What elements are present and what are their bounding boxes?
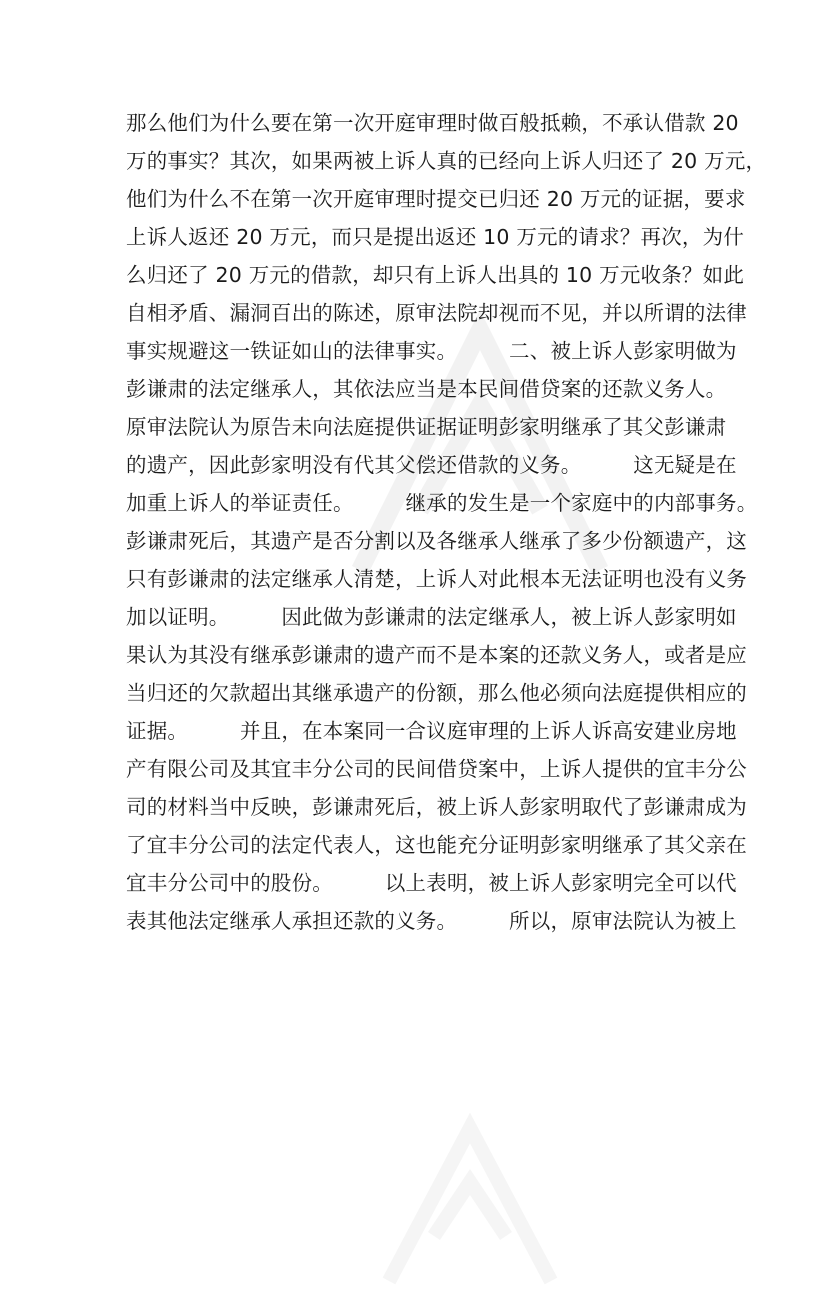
- text-line: 万的事实？其次，如果两被上诉人真的已经向上诉人归还了 20 万元，: [126, 149, 767, 173]
- text-line: 的遗产，因此彭家明没有代其父偿还借款的义务。 这无疑是在: [126, 453, 737, 477]
- text-line: 彭谦肃死后，其遗产是否分割以及各继承人继承了多少份额遗产，这: [126, 529, 747, 553]
- text-line: 司的材料当中反映，彭谦肃死后，被上诉人彭家明取代了彭谦肃成为: [126, 795, 747, 819]
- text-line: 果认为其没有继承彭谦肃的遗产而不是本案的还款义务人，或者是应: [126, 643, 747, 667]
- text-line: 产有限公司及其宜丰分公司的民间借贷案中，上诉人提供的宜丰分公: [126, 757, 747, 781]
- text-line: 彭谦肃的法定继承人，其依法应当是本民间借贷案的还款义务人。: [126, 377, 727, 401]
- text-line: 表其他法定继承人承担还款的义务。 所以，原审法院认为被上: [126, 909, 737, 933]
- text-line: 他们为什么不在第一次开庭审理时提交已归还 20 万元的证据，要求: [126, 187, 746, 211]
- text-line: 了宜丰分公司的法定代表人，这也能充分证明彭家明继承了其父亲在: [126, 833, 747, 857]
- text-line: 证据。 并且，在本案同一合议庭审理的上诉人诉高安建业房地: [126, 719, 737, 743]
- text-line: 当归还的欠款超出其继承遗产的份额，那么他必须向法庭提供相应的: [126, 681, 747, 705]
- text-line: 宜丰分公司中的股份。 以上表明，被上诉人彭家明完全可以代: [126, 871, 737, 895]
- text-line: 只有彭谦肃的法定继承人清楚，上诉人对此根本无法证明也没有义务: [126, 567, 747, 591]
- text-line: 那么他们为什么要在第一次开庭审理时做百般抵赖，不承认借款 20: [126, 111, 739, 135]
- text-line: 上诉人返还 20 万元，而只是提出返还 10 万元的请求？再次，为什: [126, 225, 745, 249]
- text-line: 加以证明。 因此做为彭谦肃的法定继承人，被上诉人彭家明如: [126, 605, 737, 629]
- text-line: 事实规避这一铁证如山的法律事实。 二、被上诉人彭家明做为: [126, 339, 737, 363]
- watermark-logo-icon: [380, 1110, 560, 1290]
- text-line: 么归还了 20 万元的借款，却只有上诉人出具的 10 万元收条？如此: [126, 263, 745, 287]
- text-line: 原审法院认为原告未向法庭提供证据证明彭家明继承了其父彭谦肃: [126, 415, 727, 439]
- text-line: 加重上诉人的举证责任。 继承的发生是一个家庭中的内部事务。: [126, 491, 758, 515]
- text-line: 自相矛盾、漏洞百出的陈述，原审法院却视而不见，并以所谓的法律: [126, 301, 747, 325]
- document-body: [126, 104, 767, 940]
